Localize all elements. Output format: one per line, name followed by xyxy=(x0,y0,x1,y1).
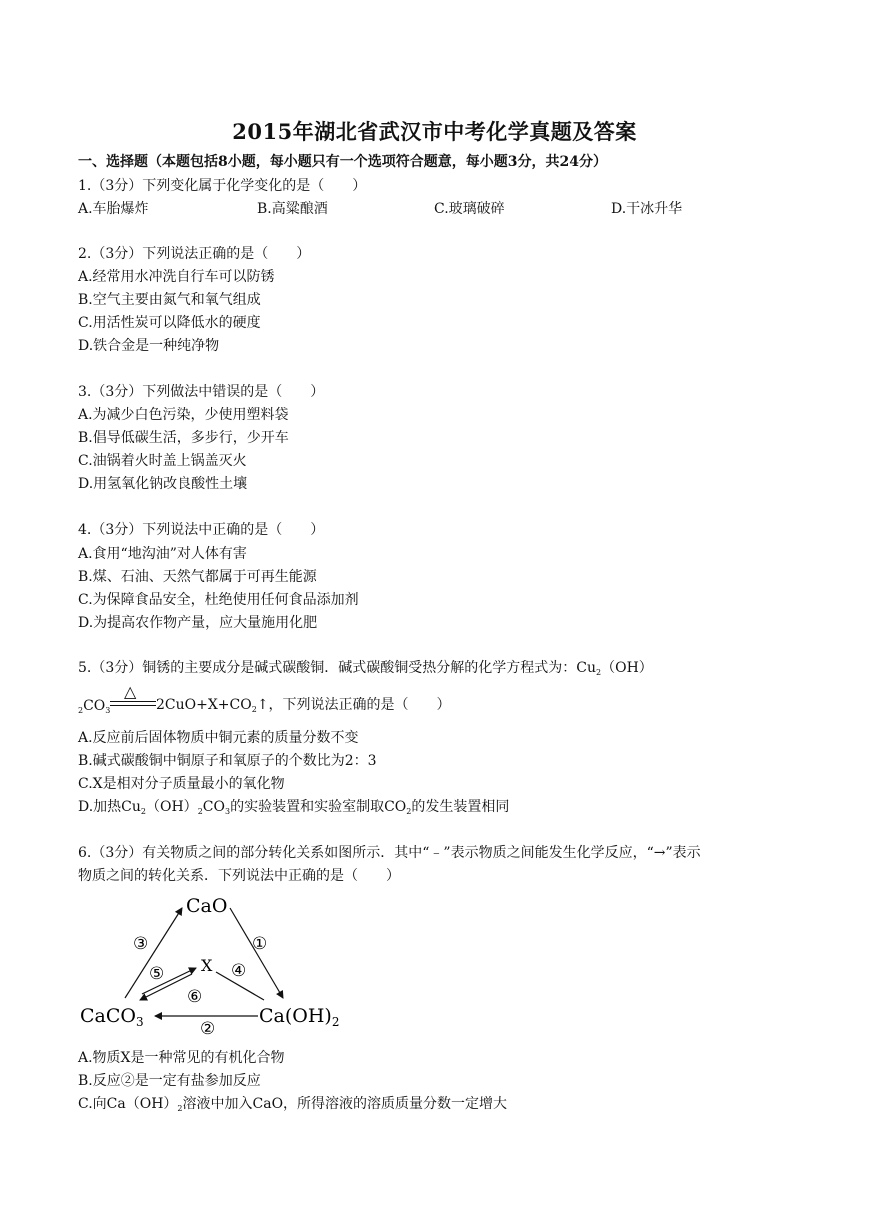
q2-option-b[interactable]: B.空气主要由氮气和氧气组成 xyxy=(78,292,261,308)
page-title: 2015年湖北省武汉市中考化学真题及答案 xyxy=(232,119,637,144)
q5-eq-pre: CO xyxy=(83,698,106,714)
q5-d-part3: CO xyxy=(202,799,225,815)
q6-c-part1: C.向Ca（OH） xyxy=(78,1096,178,1112)
q4-option-a[interactable]: A.食用“地沟油”对人体有害 xyxy=(78,546,247,562)
node-cao: CaO xyxy=(186,895,228,917)
q6-option-c[interactable] xyxy=(78,1095,507,1118)
label-2: ② xyxy=(200,1019,216,1038)
q5-stem-end: （OH） xyxy=(601,660,653,676)
label-5: ⑤ xyxy=(149,964,165,984)
q6-c-part2: 溶液中加入CaO，所得溶液的溶质质量分数一定增大 xyxy=(182,1096,508,1112)
q3-stem: 3.（3分）下列做法中错误的是（ ） xyxy=(78,384,325,400)
q1-option-b[interactable]: B.高粱酿酒 xyxy=(257,201,328,217)
q5-d-part5: 的发生装置相同 xyxy=(411,799,510,815)
q2-option-a[interactable]: A.经常用水冲洗自行车可以防锈 xyxy=(78,269,275,285)
q1-option-d[interactable]: D.干冰升华 xyxy=(611,201,683,217)
q5-option-d[interactable] xyxy=(78,798,509,821)
section-heading: 一、选择题（本题包括8小题，每小题只有一个选项符合题意，每小题3分，共24分） xyxy=(78,154,607,170)
q5-d-part1: D.加热Cu xyxy=(78,799,141,815)
q1-option-c[interactable]: C.玻璃破碎 xyxy=(434,201,505,217)
q5-eq-tail: ↑，下列说法正确的是（ ） xyxy=(256,697,451,713)
node-caco3-sub: 3 xyxy=(135,1015,144,1029)
q6-option-b[interactable]: B.反应②是一定有盐参加反应 xyxy=(78,1073,261,1089)
node-caco3-text: CaCO xyxy=(80,1005,136,1027)
conversion-diagram xyxy=(70,888,350,1038)
q5-eq-pre-sub2: 3 xyxy=(105,706,111,715)
q5-option-a[interactable]: A.反应前后固体物质中铜元素的质量分数不变 xyxy=(78,730,359,746)
node-caoh2 xyxy=(259,1005,339,1029)
q2-option-d[interactable]: D.铁合金是一种纯净物 xyxy=(78,338,220,354)
q6-stem-line1: 6.（3分）有关物质之间的部分转化关系如图所示．其中“﹣”表示物质之间能发生化学反应，“→”表示 xyxy=(78,845,701,861)
q3-option-c[interactable]: C.油锅着火时盖上锅盖灭火 xyxy=(78,453,247,469)
q5-stem xyxy=(78,659,653,682)
q4-option-c[interactable]: C.为保障食品安全，杜绝使用任何食品添加剂 xyxy=(78,592,359,608)
q6-stem-line2: 物质之间的转化关系．下列说法中正确的是（ ） xyxy=(78,868,400,884)
q5-d-sub3: 3 xyxy=(224,807,231,816)
q6-c-sub: 2 xyxy=(177,1104,183,1113)
eq-bar-bottom xyxy=(110,705,156,706)
q6-option-a[interactable]: A.物质X是一种常见的有机化合物 xyxy=(78,1050,285,1066)
q5-d-part2: （OH） xyxy=(146,799,198,815)
q5-option-b[interactable]: B.碱式碳酸铜中铜原子和氧原子的个数比为2：3 xyxy=(78,753,377,769)
q5-stem-sub: 2 xyxy=(596,668,602,677)
label-6: ⑥ xyxy=(187,987,203,1007)
q5-option-c[interactable]: C.X是相对分子质量最小的氧化物 xyxy=(78,776,285,792)
q5-equation xyxy=(78,684,578,714)
q4-option-d[interactable]: D.为提高农作物产量，应大量施用化肥 xyxy=(78,615,318,631)
q5-d-part4: 的实验装置和实验室制取CO xyxy=(230,799,407,815)
label-3: ③ xyxy=(133,934,149,954)
q4-option-b[interactable]: B.煤、石油、天然气都属于可再生能源 xyxy=(78,569,317,585)
q3-option-d[interactable]: D.用氢氧化钠改良酸性土壤 xyxy=(78,476,248,492)
node-caoh2-text: Ca(OH) xyxy=(259,1005,332,1027)
eq-bar-top xyxy=(110,701,156,702)
q5-eq-post-sub: 2 xyxy=(251,705,257,714)
q2-option-c[interactable]: C.用活性炭可以降低水的硬度 xyxy=(78,315,261,331)
q2-stem: 2.（3分）下列说法正确的是（ ） xyxy=(78,246,311,262)
q5-eq-post: 2CuO+X+CO xyxy=(156,697,252,713)
q5-d-sub1: 2 xyxy=(140,807,146,816)
q3-option-a[interactable]: A.为减少白色污染，少使用塑料袋 xyxy=(78,407,289,423)
q1-stem: 1.（3分）下列变化属于化学变化的是（ ） xyxy=(78,178,367,194)
node-caco3 xyxy=(80,1005,144,1029)
node-x: X xyxy=(201,956,213,975)
q5-eq-products xyxy=(156,694,451,714)
q3-option-b[interactable]: B.倡导低碳生活，多步行，少开车 xyxy=(78,430,289,446)
heat-delta-symbol: △ xyxy=(124,682,137,701)
q5-eq-pre-sub: 2 xyxy=(78,706,84,715)
node-caoh2-sub: 2 xyxy=(331,1015,340,1029)
q1-option-a[interactable]: A.车胎爆炸 xyxy=(78,201,149,217)
q5-eq-reactant xyxy=(78,698,110,715)
q5-d-sub2: 2 xyxy=(197,807,203,816)
q5-d-sub4: 2 xyxy=(406,807,412,816)
q4-stem: 4.（3分）下列说法中正确的是（ ） xyxy=(78,522,325,538)
label-1: ① xyxy=(252,934,268,954)
label-4: ④ xyxy=(231,961,247,981)
arrow-6 xyxy=(140,974,192,1000)
q5-stem-text: 5.（3分）铜锈的主要成分是碱式碳酸铜．碱式碳酸铜受热分解的化学方程式为：Cu xyxy=(78,660,596,676)
